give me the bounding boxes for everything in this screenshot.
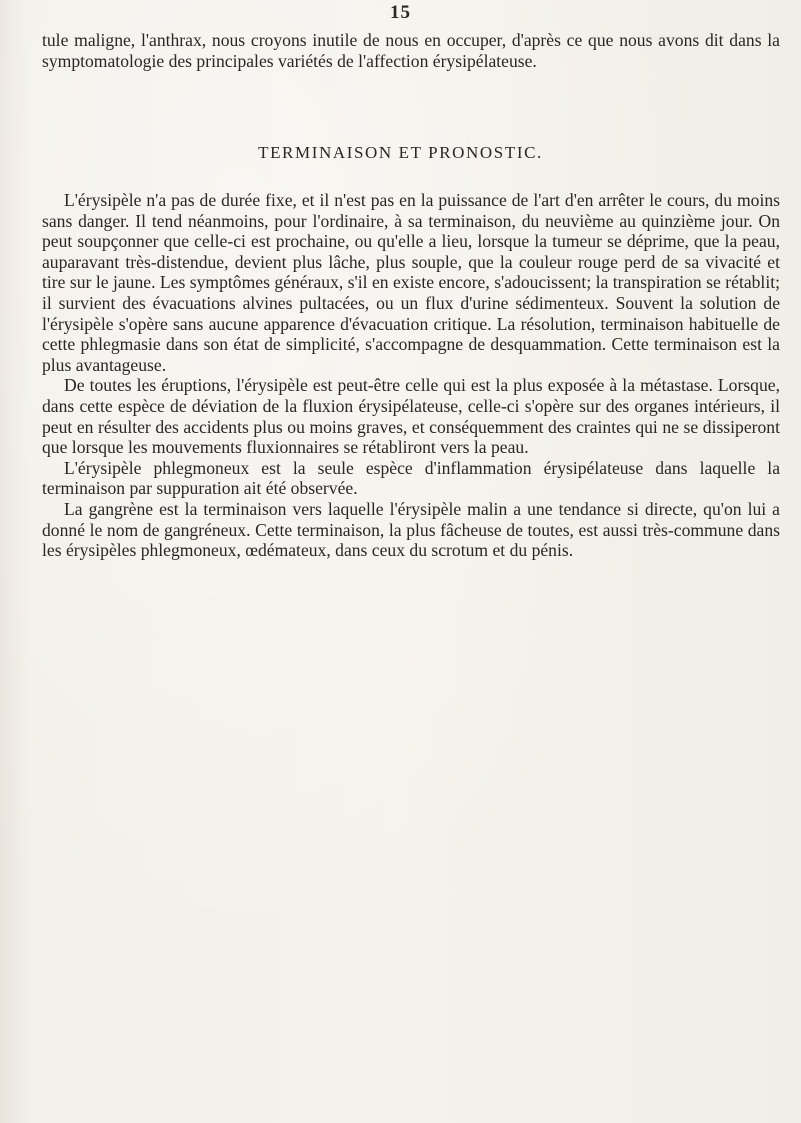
paragraph: L'érysipèle n'a pas de durée fixe, et il n'est pas en la puissance de l'art d'en arrêter le cours, du moins sans danger. Il tend néanmoins, pour l'ordinaire, à sa terminaison, du neuvième au quinzième jour. On peut soupçonner que celle-ci est prochaine, ou qu'elle a lieu, lorsque la tumeur se déprime, que la peau, auparavant très-distendue, devient plus lâche, plus souple, que la couleur rouge perd de sa vivacité et tire sur le jaune. Les symptômes généraux, s'il en existe encore, s'adoucissent; la transpiration se rétablit; il survient des évacuations alvines pultacées, ou un flux d'urine sédimenteux. Souvent la solution de l'érysipèle s'opère sans aucune apparence d'évacuation critique. La résolution, terminaison habituelle de cette phlegmasie dans son état de simplicité, s'accompagne de desquammation. Cette terminaison est la plus avantageuse. [42, 190, 780, 375]
intro-paragraph: tule maligne, l'anthrax, nous croyons inutile de nous en occuper, d'après ce que nous avons dit dans la symptomatologie des principales variétés de l'affection érysipélateuse. [42, 30, 780, 71]
paragraph: De toutes les éruptions, l'érysipèle est peut-être celle qui est la plus exposée à la métastase. Lorsque, dans cette espèce de déviation de la fluxion érysipélateuse, celle-ci s'opère sur des organes intérieurs, il peut en résulter des accidents plus ou moins graves, et conséquemment des craintes qui ne se dissiperont que lorsque les mouvements fluxionnaires se rétabliront vers la peau. [42, 375, 780, 458]
section-heading: TERMINAISON ET PRONOSTIC. [258, 143, 543, 162]
paragraph: La gangrène est la terminaison vers laquelle l'érysipèle malin a une tendance si directe, qu'on lui a donné le nom de gangréneux. Cette terminaison, la plus fâcheuse de toutes, est aussi très-commune dans les érysipèles phlegmoneux, œdémateux, dans ceux du scrotum et du pénis. [42, 498, 780, 561]
section-body [42, 190, 780, 561]
paragraph: L'érysipèle phlegmoneux est la seule espèce d'inflammation érysipélateuse dans laquelle la terminaison par suppuration ait été observée. [42, 457, 780, 499]
page-number: 15 [390, 2, 411, 23]
